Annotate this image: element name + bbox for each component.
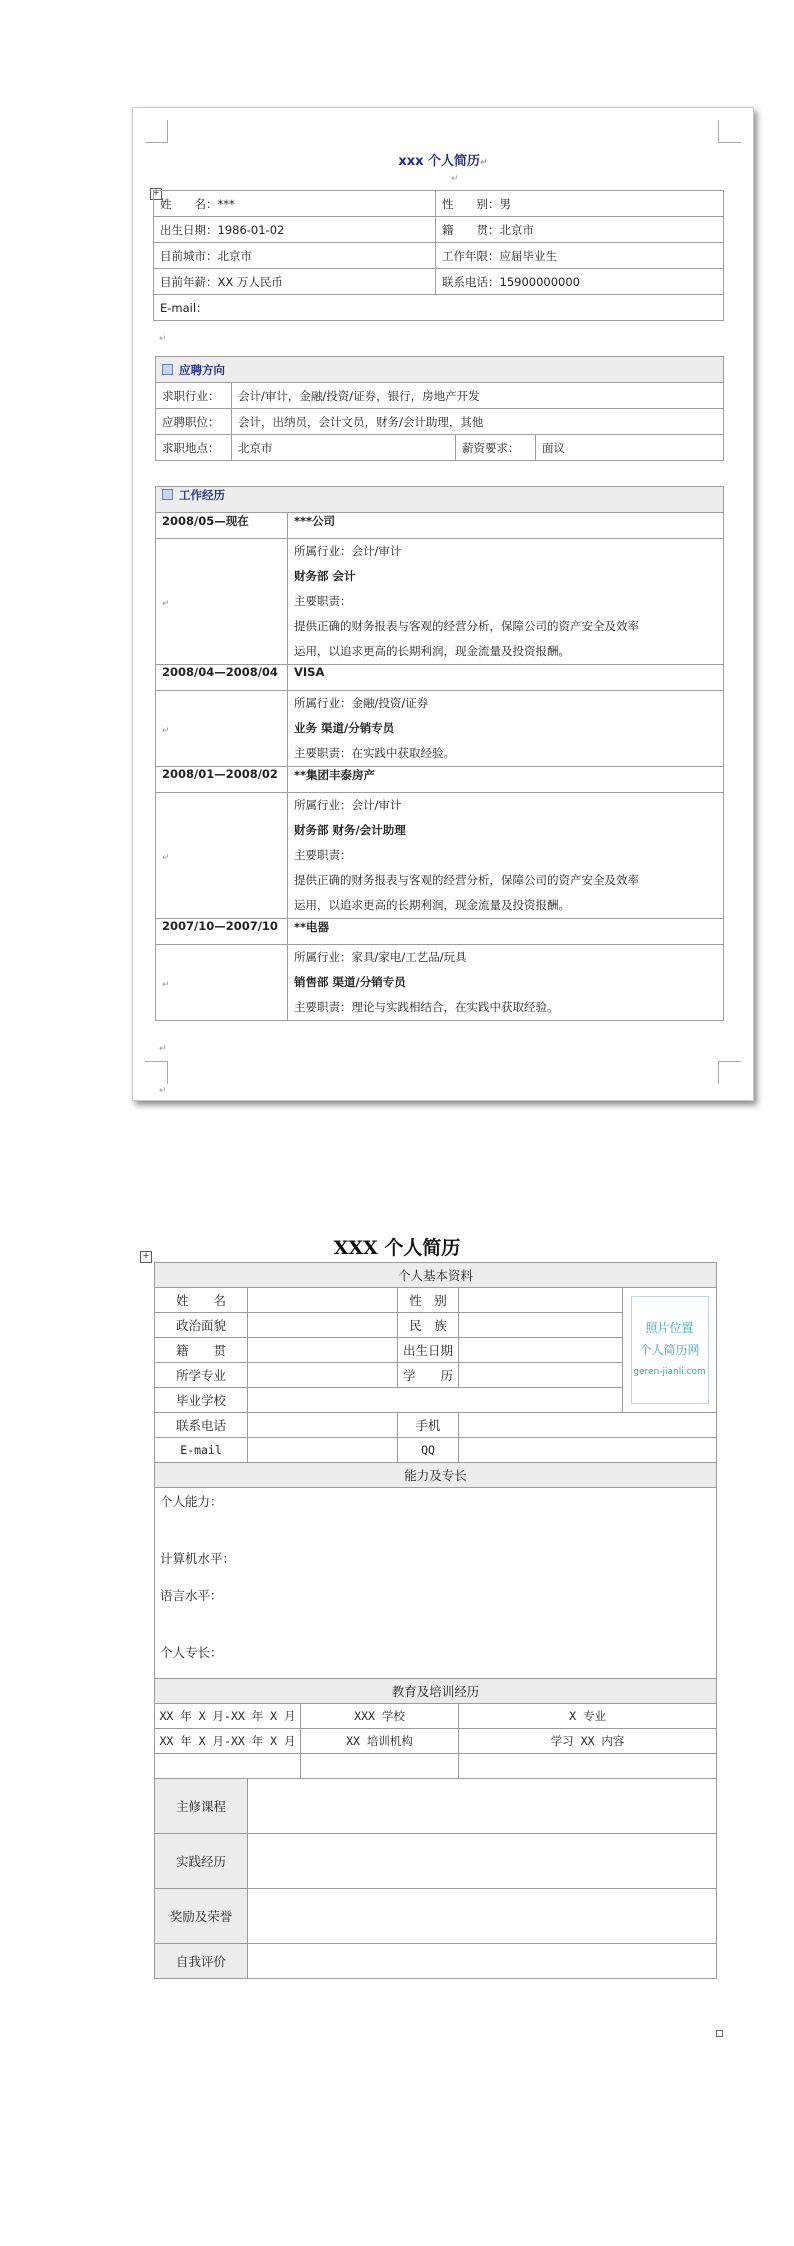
school-value[interactable] <box>248 1388 623 1413</box>
edu-place: XX 培训机构 <box>301 1729 459 1754</box>
self-eval-value[interactable] <box>248 1944 717 1979</box>
job-row <box>156 919 724 945</box>
work-header <box>156 487 724 513</box>
major-label: 所学专业 <box>155 1363 248 1388</box>
edu-row <box>155 1729 717 1754</box>
job-period: 2008/01—2008/02 <box>156 767 288 793</box>
edu-place[interactable] <box>301 1754 459 1779</box>
email-label: E-mail <box>155 1438 248 1463</box>
job-duty-line: 运用，以追求更高的长期利润，现金流量及投资报酬。 <box>294 898 570 912</box>
politics-value[interactable] <box>248 1313 398 1338</box>
language-label: 语言水平： <box>160 1588 223 1603</box>
job-duty-line: 提供正确的财务报表与客观的经营分析，保障公司的资产安全及效率 <box>294 619 639 633</box>
edu-content[interactable] <box>459 1754 717 1779</box>
job-company: ***公司 <box>288 513 724 539</box>
courses-label: 主修课程 <box>155 1779 248 1834</box>
birth-value: 1986-01-02 <box>217 222 285 237</box>
location-value: 北京市 <box>232 435 456 461</box>
specialty-label: 个人专长： <box>160 1645 223 1660</box>
industry-label: 求职行业： <box>156 383 232 409</box>
salary-value: XX 万人民币 <box>217 274 283 289</box>
job-period: 2008/05—现在 <box>156 513 288 539</box>
job-detail-row <box>156 691 724 767</box>
job-intent-title: 应聘方向 <box>179 362 225 377</box>
page-corner-mark <box>145 1061 168 1084</box>
job-duty-line: 运用，以追求更高的长期利润，现金流量及投资报酬。 <box>294 644 570 658</box>
gender-value[interactable] <box>459 1288 623 1313</box>
photo-text: 照片位置 <box>645 1321 694 1335</box>
resume-page-1: xxx 个人简历↵ ↵ + 姓 名：*** 性 别：男 出生日期：1986-01-02 籍 贯：北京市 目前城市：北京市 工作年限：应届毕业生 目前年薪：XX 万人民币 联系电话：15900000000 E-mail： ↵ 应聘方向 求职行业： 会计/审计，金融/投资/证券，银行，房地产开发 应聘职位： 会计，出纳员，会计文员，财务/会计助理，其他 求职地点： 北京市 薪资要求： 面议 工作经历 2008/05—现在 ***公司 ↵ 所属行业：会计/审计 财务部 会计 主要职责： 提供正确的财务报表与客观的经营分析，保障公司的资产安全及效率 运用，以追求更高的长期利润，现金流量及投资报酬。 2008/04—2008/04 VISA ↵ 所属行业：金融/投资/证券 业务 渠道/分销专员 主要职责：在实践中获取经验。 2008/01—2008/02 **集团丰泰房产 ↵ 所属行业：会计/审计 财务部 财务/会计助理 主要职责： 提供正确的财务报表与客观的经营分析，保障公司的资产安全及效率 运用，以追求更高的长期利润，现金流量及投资报酬。 2007/10—2007/10 **电器 ↵ 所属行业：家具/家电/工艺品/玩具 销售部 渠道/分销专员 主要职责：理论与实践相结合，在实践中获取经验。 ↵ ↵ <box>132 107 754 1101</box>
email-value[interactable] <box>248 1438 398 1463</box>
job-detail-row <box>156 793 724 919</box>
job-period: 2008/04—2008/04 <box>156 665 288 691</box>
ability-header: 能力及专长 <box>155 1463 717 1488</box>
job-detail <box>288 945 724 1021</box>
position-label: 应聘职位： <box>156 409 232 435</box>
salary-cell <box>154 269 436 295</box>
edu-place: XXX 学校 <box>301 1704 459 1729</box>
computer-label: 计算机水平： <box>160 1551 236 1566</box>
job-period: 2007/10—2007/10 <box>156 919 288 945</box>
job-row <box>156 513 724 539</box>
birth-label: 出生日期： <box>160 222 218 237</box>
job-detail <box>288 691 724 767</box>
job-duty-label: 主要职责： <box>294 848 352 862</box>
photo-watermark: 个人简历网 <box>639 1343 700 1357</box>
name-label: 姓 名 <box>155 1288 248 1313</box>
job-row <box>156 665 724 691</box>
phone-label: 联系电话： <box>442 274 500 289</box>
table-resize-handle[interactable] <box>716 2030 723 2037</box>
qq-label: QQ <box>398 1438 459 1463</box>
edu-period: XX 年 X 月-XX 年 X 月 <box>155 1704 301 1729</box>
birth-label: 出生日期 <box>398 1338 459 1363</box>
ability-content <box>158 1488 713 1662</box>
resume-title: xxx 个人简历↵ <box>398 154 488 169</box>
city-label: 目前城市： <box>160 248 218 263</box>
edu-period[interactable] <box>155 1754 301 1779</box>
edu-content: 学习 XX 内容 <box>459 1729 717 1754</box>
city-cell <box>154 243 436 269</box>
photo-cell <box>623 1288 717 1413</box>
name-cell <box>154 191 436 217</box>
practice-value[interactable] <box>248 1834 717 1889</box>
table-move-handle-icon[interactable]: + <box>150 188 162 200</box>
mobile-label: 手机 <box>398 1413 459 1438</box>
table-move-handle-icon[interactable]: + <box>140 1251 152 1263</box>
industry-value: 会计/审计，金融/投资/证券，银行，房地产开发 <box>232 383 724 409</box>
job-industry: 所属行业：会计/审计 <box>294 798 402 812</box>
ethnic-label: 民 族 <box>398 1313 459 1338</box>
edu-row-empty <box>155 1754 717 1779</box>
ability-cell[interactable] <box>155 1488 717 1679</box>
courses-value[interactable] <box>248 1779 717 1834</box>
location-label: 求职地点： <box>156 435 232 461</box>
name-label: 姓 名： <box>160 196 218 211</box>
edu-period: XX 年 X 月-XX 年 X 月 <box>155 1729 301 1754</box>
job-detail-empty: ↵ <box>156 691 288 767</box>
job-company: **电器 <box>288 919 724 945</box>
native-label: 籍 贯： <box>442 222 500 237</box>
phone-value: 15900000000 <box>499 274 580 289</box>
job-duty-line: 提供正确的财务报表与客观的经营分析，保障公司的资产安全及效率 <box>294 873 639 887</box>
gender-value: 男 <box>499 196 511 211</box>
name-value: *** <box>217 196 235 211</box>
salary-req-value: 面议 <box>536 435 724 461</box>
position-value: 会计，出纳员，会计文员，财务/会计助理，其他 <box>232 409 724 435</box>
years-label: 工作年限： <box>442 248 500 263</box>
job-detail <box>288 539 724 665</box>
work-experience-table <box>155 486 724 1021</box>
ethnic-value[interactable] <box>459 1313 623 1338</box>
politics-label: 政治面貌 <box>155 1313 248 1338</box>
phone-label: 联系电话 <box>155 1413 248 1438</box>
job-detail-empty: ↵ <box>156 539 288 665</box>
edu-content: X 专业 <box>459 1704 717 1729</box>
work-title: 工作经历 <box>179 488 225 502</box>
job-industry: 所属行业：家具/家电/工艺品/玩具 <box>294 950 467 964</box>
birth-value[interactable] <box>459 1338 623 1363</box>
native-value: 北京市 <box>499 222 534 237</box>
job-intent-header <box>156 357 724 383</box>
job-dept: 财务部 财务/会计助理 <box>294 823 406 837</box>
job-duty: 主要职责：理论与实践相结合，在实践中获取经验。 <box>294 1000 559 1014</box>
job-dept: 销售部 渠道/分销专员 <box>294 975 406 989</box>
job-duty-label: 主要职责： <box>294 594 352 608</box>
email-label: E-mail： <box>160 300 208 315</box>
native-cell <box>436 217 724 243</box>
salary-req-label: 薪资要求： <box>456 435 536 461</box>
phone-value[interactable] <box>248 1413 398 1438</box>
basic-info-header: 个人基本资料 <box>155 1263 717 1288</box>
photo-placeholder <box>631 1296 709 1404</box>
years-value: 应届毕业生 <box>499 248 557 263</box>
degree-label: 学 历 <box>398 1363 459 1388</box>
gender-cell <box>436 191 724 217</box>
name-value[interactable] <box>248 1288 398 1313</box>
years-cell <box>436 243 724 269</box>
job-row <box>156 767 724 793</box>
page-corner-mark <box>718 120 741 143</box>
email-cell <box>154 295 724 321</box>
job-dept: 业务 渠道/分销专员 <box>294 721 395 735</box>
resume-title-text: xxx 个人简历 <box>398 154 481 169</box>
job-duty: 主要职责：在实践中获取经验。 <box>294 746 455 760</box>
job-industry: 所属行业：金融/投资/证券 <box>294 696 429 710</box>
birth-cell <box>154 217 436 243</box>
job-detail-empty: ↵ <box>156 793 288 919</box>
ability-label: 个人能力： <box>160 1494 223 1509</box>
awards-label: 奖励及荣誉 <box>155 1889 248 1944</box>
job-detail-row <box>156 539 724 665</box>
gender-label: 性 别 <box>398 1288 459 1313</box>
job-company: **集团丰泰房产 <box>288 767 724 793</box>
resume2-title: XXX 个人简历 <box>333 1237 461 1259</box>
resume2-table <box>154 1262 717 1979</box>
degree-value[interactable] <box>459 1363 623 1388</box>
section-icon <box>162 364 173 375</box>
job-detail-row <box>156 945 724 1021</box>
phone-cell <box>436 269 724 295</box>
major-value[interactable] <box>248 1363 398 1388</box>
native-value[interactable] <box>248 1338 398 1363</box>
page-corner-mark <box>145 120 168 143</box>
edu-header: 教育及培训经历 <box>155 1679 717 1704</box>
section-icon <box>162 489 173 500</box>
job-company: VISA <box>288 665 724 691</box>
practice-label: 实践经历 <box>155 1834 248 1889</box>
page-corner-mark <box>718 1061 741 1084</box>
job-intent-table <box>155 356 724 461</box>
native-label: 籍 贯 <box>155 1338 248 1363</box>
basic-info-table <box>153 190 724 321</box>
salary-label: 目前年薪： <box>160 274 218 289</box>
edu-row <box>155 1704 717 1729</box>
school-label: 毕业学校 <box>155 1388 248 1413</box>
photo-url: geren-jianli.com <box>633 1367 706 1377</box>
job-dept: 财务部 会计 <box>294 569 356 583</box>
job-detail <box>288 793 724 919</box>
job-detail-empty: ↵ <box>156 945 288 1021</box>
mobile-value[interactable] <box>459 1413 717 1438</box>
gender-label: 性 别： <box>442 196 500 211</box>
qq-value[interactable] <box>459 1438 717 1463</box>
job-industry: 所属行业：会计/审计 <box>294 544 402 558</box>
self-eval-label: 自我评价 <box>155 1944 248 1979</box>
city-value: 北京市 <box>217 248 252 263</box>
awards-value[interactable] <box>248 1889 717 1944</box>
